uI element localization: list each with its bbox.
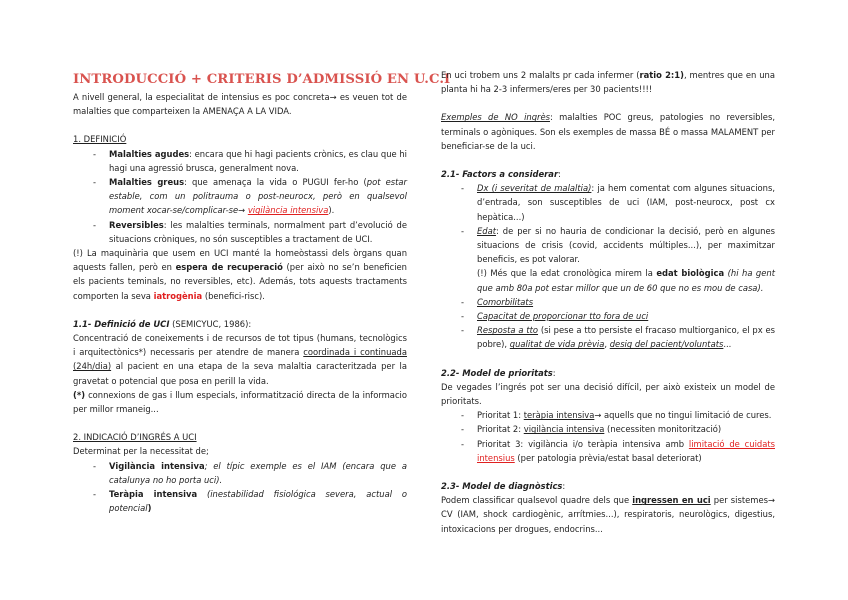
section-2-1-heading: 2.1- Factors a considerar:: [441, 169, 561, 180]
machinery-note: (!) La maquinària que usem en UCI manté la homeòstassi dels òrgans quan aquests fallen, però en espera de recuperació (per això no se’n beneficien els pacients teminals, no reversibles, etc). Además, tots aquests tractaments comporten la seva iatrogènia (benefici-risc).: [73, 248, 407, 301]
list-item: - Prioritat 1: teràpia intensiva→ aquells que no tingui limitació de cures.: [441, 408, 775, 422]
list-item: - Prioritat 3: vigilància i/o teràpia intensiva amb limitació de cuidats intensius (per patologia prèvia/estat basal deteriorat): [441, 437, 775, 465]
no-admission-paragraph: Exemples de NO ingrès: malalties POC greus, patologies no reversibles, terminals o agòniques. Son els exemples de massa BÉ o massa MALAMENT per beneficiar-se de la uci.: [441, 112, 775, 151]
section-1-heading: 1. DEFINICIÓ: [73, 134, 127, 145]
left-column: [73, 68, 451, 515]
diagnostics-paragraph: Podem classificar qualsevol quadre dels que ingressen en uci per sistemes→ CV (IAM, shock cardiogènic, arrítmies...), respiratoris, neurològics, digestius, intoxicacions per drogues, endocrins...: [441, 495, 775, 534]
priorities-list: [441, 408, 775, 465]
factors-list: [441, 181, 775, 351]
list-item: - Malalties greus: que amenaça la vida o PUGUI fer-ho (pot estar estable, com un politrauma o post-neurocx, però en qualsevol moment xocar-se/complicar-se→ vigilància intensiva).: [73, 175, 407, 218]
uci-definition: Concentració de coneixements i de recursos de tot tipus (humans, tecnològics i arquitectònics*) necessaris per atendre de manera coordinada i continuada (24h/dia) al pacient en una etapa de la seva malaltia caracteritzada per la gravetat o potencial que posa en perill la vida.: [73, 333, 407, 386]
definition-list: [73, 147, 407, 246]
section-1-1-heading: 1.1- Definició de UCI (SEMICYUC, 1986):: [73, 318, 252, 329]
section-2-intro: Determinat per la necessitat de;: [73, 446, 209, 457]
document-title: INTRODUCCIÓ + CRITERIS D’ADMISSIÓ EN U.C.I: [73, 72, 451, 87]
list-item: - Capacitat de proporcionar tto fora de uci: [441, 309, 775, 323]
list-item: - Resposta a tto (si pese a tto persiste el fracaso multiorganico, el px es pobre), qualitat de vida prèvia, desig del pacient/voluntats...: [441, 323, 775, 351]
indication-list: [73, 459, 407, 516]
intro-paragraph: A nivell general, la especialitat de intensius es poc concreta→ es veuen tot de malalties que comparteixen la AMENAÇA A LA VIDA.: [73, 92, 407, 117]
age-note: (!) Més que la edat cronològica mirem la edat biològica (hi ha gent que amb 80a pot estar millor que un de 60 que no es mou de casa).: [477, 268, 775, 293]
list-item: - Edat: de per si no hauria de condicionar la decisió, però en algunes situacions de crisis (covid, accidents múltiples...), per maximitzar beneficis, es pot valorar. (!) Més que la edat cronològica mirem la edat biològica (hi ha gent que amb 80a pot estar millor que un de 60 que no es mou de casa).: [441, 224, 775, 295]
priorities-intro: De vegades l’ingrés pot ser una decisió difícil, per això existeix un model de prioritats.: [441, 381, 775, 407]
list-item: - Dx (i severitat de malaltia): ja hem comentat com algunes situacions, d’entrada, son susceptibles de uci (IAM, post-neurocx, post cx hepàtica...): [441, 181, 775, 224]
uci-footnote: (*) connexions de gas i llum especials, informatització directa de la informacio per millor rmaneig...: [73, 389, 407, 415]
right-column: [441, 68, 775, 536]
section-2-2-heading: 2.2- Model de prioritats:: [441, 367, 556, 378]
section-2-heading: 2. INDICACIÓ D’INGRÉS A UCI: [73, 432, 197, 443]
list-item: - Reversibles: les malalties terminals, normalment part d’evolució de situacions cròniques, no són susceptibles a tractament de UCI.: [73, 218, 407, 246]
list-item: - Comorbilitats: [441, 295, 775, 309]
section-2-3-heading: 2.3- Model de diagnòstics:: [441, 481, 566, 492]
ratio-paragraph: En uci trobem uns 2 malalts pr cada infermer (ratio 2:1), mentres que en una planta hi ha 2-3 infermers/eres per 30 pacients!!!!: [441, 70, 775, 95]
list-item: - Vigilància intensiva; el típic exemple es el IAM (encara que a catalunya no ho porta uci).: [73, 459, 407, 487]
list-item: - Prioritat 2: vigilància intensiva (necessiten monitorització): [441, 422, 775, 436]
list-item: - Malalties agudes: encara que hi hagi pacients crònics, es clau que hi hagi una agressió brusca, generalment nova.: [73, 147, 407, 175]
list-item: - Teràpia intensiva (inestabilidad fisiológica severa, actual o potencial): [73, 487, 407, 515]
